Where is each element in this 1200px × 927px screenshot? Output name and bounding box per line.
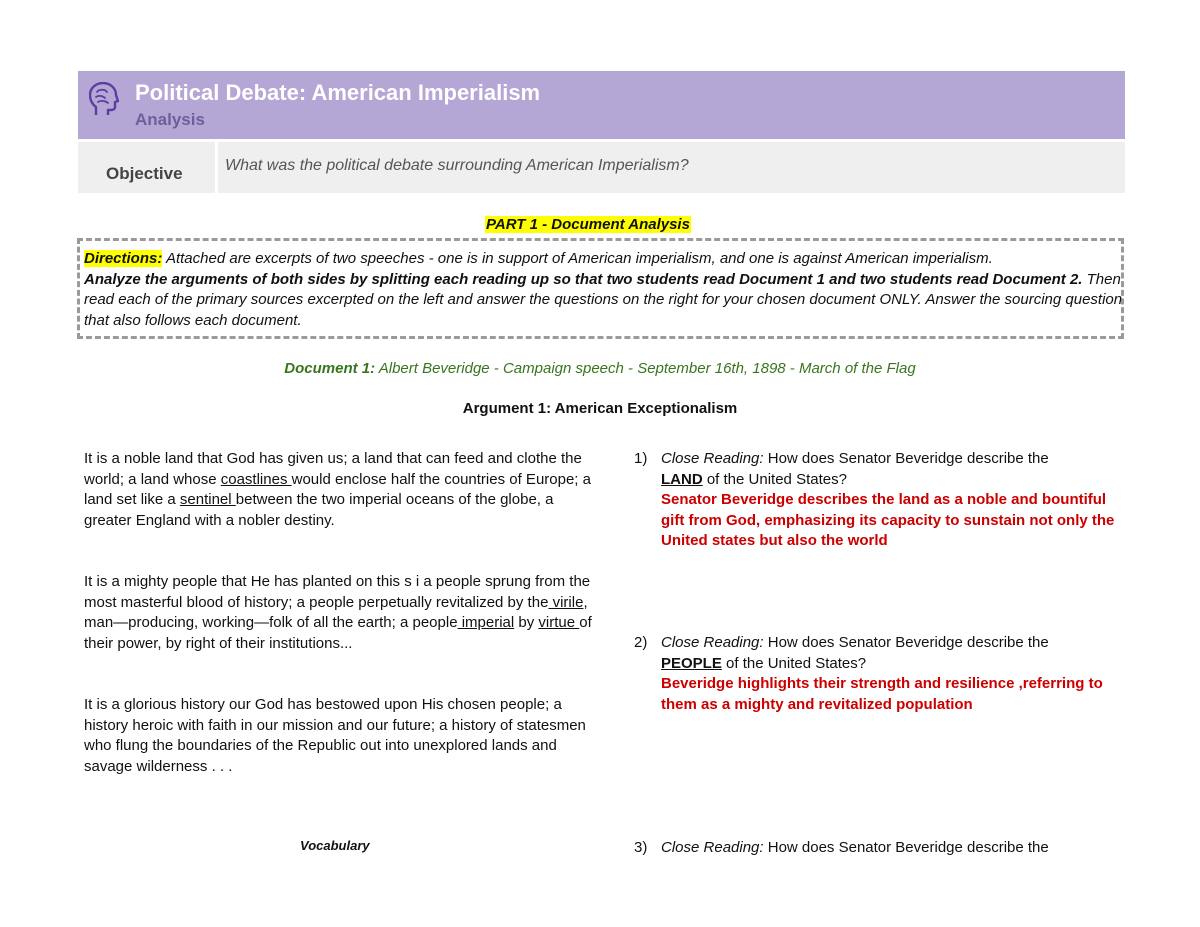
directions-bold: Analyze the arguments of both sides by splitting each reading up so that two students read Document 1 and two students read Document 2. — [84, 270, 1083, 288]
head-profile-icon — [89, 82, 119, 116]
question-text: How does Senator Beveridge describe the — [763, 450, 1049, 467]
question-number: 1) — [634, 450, 648, 467]
objective-label: Objective — [106, 164, 183, 183]
question-text: How does Senator Beveridge describe the — [763, 634, 1049, 651]
objective-text: What was the political debate surrounding American Imperialism? — [225, 157, 689, 174]
answer-1[interactable]: Senator Beveridge describes the land as a noble and bountiful gift from God, emphasizing its capacity to sunstain not only the United states but also the world — [661, 491, 1115, 549]
passage-paragraph-3: It is a glorious history our God has bestowed upon His chosen people; a history heroic with faith in our mission and our future; a history of statesmen who flung the boundaries of the Republic out into unexplored lands and savage wilderness . . . — [84, 696, 586, 775]
page-title: Political Debate: American Imperialism — [135, 80, 541, 105]
question-body — [661, 838, 1121, 859]
passage-paragraph-2 — [84, 572, 596, 654]
directions-line1: Attached are excerpts of two speeches - one is in support of American imperialism, and one is against American imperialism. — [162, 250, 993, 267]
vocab-coastlines: coastlines — [220, 470, 292, 488]
question-text: of the United States? — [721, 654, 867, 672]
question-lead: Close Reading: — [661, 634, 764, 651]
question-text: of the United States? — [702, 470, 847, 488]
vocab-imperial: imperial — [457, 614, 515, 631]
passage-text: It is a noble land that God has given us; a land that can feed and clothe the world; a land whose — [84, 450, 582, 488]
document-title — [0, 360, 1200, 377]
vocabulary-label: Vocabulary — [300, 838, 370, 853]
question-lead: Close Reading: — [661, 450, 764, 467]
directions-text — [84, 249, 1124, 331]
question-number: 3) — [634, 839, 648, 856]
objective-row — [78, 142, 1125, 193]
question-body — [661, 449, 1121, 552]
page-subtitle: Analysis — [135, 110, 205, 129]
header-banner — [78, 71, 1125, 139]
part-title: PART 1 - Document Analysis — [486, 216, 690, 233]
passage-text: between the two imperial oceans of the globe, a greater England with a nobler destiny. — [84, 491, 554, 529]
objective-divider — [215, 142, 218, 193]
directions-rest: Then read each of the primary sources excerpted on the left and answer the questions on the right for your chosen document ONLY. Answer the sourcing question that also follows each document. — [84, 270, 1123, 329]
passage-text: It is a mighty people that He has planted on this s i a people sprung from the most masterful blood of history; a people perpetually revitalized by the — [84, 573, 591, 611]
directions-label: Directions: — [84, 250, 163, 267]
vocab-virile: virile — [548, 593, 584, 611]
vocab-virtue: virtue — [538, 614, 580, 631]
answer-2[interactable]: Beveridge highlights their strength and resilience ,referring to them as a mighty and revitalized population — [661, 675, 1103, 713]
vocab-sentinel: sentinel — [179, 491, 236, 508]
passage-text: of their power, by right of their institutions... — [84, 614, 592, 652]
document-description: Albert Beveridge - Campaign speech - September 16th, 1898 - March of the Flag — [375, 360, 916, 377]
question-lead: Close Reading: — [661, 839, 764, 856]
objective-label-cell — [78, 142, 215, 193]
question-number: 2) — [634, 634, 648, 651]
question-body — [661, 633, 1121, 715]
argument-title: Argument 1: American Exceptionalism — [462, 400, 738, 417]
passage-text: would enclose half the countries of Europe; a land set like a — [84, 470, 591, 508]
question-keyword: LAND — [661, 470, 703, 488]
question-keyword: PEOPLE — [661, 654, 722, 672]
passage-text: by — [514, 614, 539, 631]
passage-text: , man—producing, working—folk of all the earth; a people — [84, 593, 588, 631]
document-label: Document 1: — [284, 360, 376, 377]
question-text: How does Senator Beveridge describe the — [763, 839, 1049, 856]
passage-paragraph-1 — [84, 449, 596, 531]
